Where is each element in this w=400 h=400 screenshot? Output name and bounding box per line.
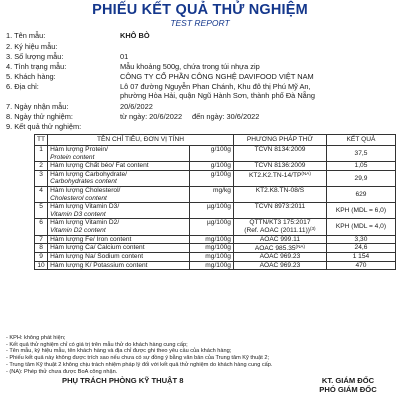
info-value-line2: phường Hòa Hải, quận Ngũ Hành Sơn, thành phố Đà Nẵng (120, 91, 316, 100)
info-sample-condition (6, 62, 260, 71)
item-name-en: Vitamin D2 content (50, 226, 106, 234)
notes-section (6, 335, 398, 375)
row-result: 3,30 (326, 235, 395, 244)
info-value: 01 (120, 52, 129, 61)
row-number: 4 (35, 186, 48, 202)
row-item-name (48, 170, 190, 186)
row-number: 9 (35, 253, 48, 262)
info-label: 4. Tình trạng mẫu: (6, 62, 67, 71)
row-item-name (48, 203, 190, 219)
item-name-en: Carbohydrates content (50, 178, 117, 186)
row-method (233, 253, 326, 262)
item-name-vi: Hàm lượng Vitamin D2/ (50, 219, 120, 227)
row-item-name (48, 253, 190, 262)
row-result: 29,9 (326, 170, 395, 186)
row-unit: µg/100g (190, 219, 234, 235)
info-received-date (6, 102, 153, 111)
item-name-vi: Hàm lượng K/ Potassium content (50, 261, 148, 269)
info-address (6, 82, 316, 100)
row-method (233, 261, 326, 270)
row-number: 8 (35, 244, 48, 253)
row-unit: g/100g (190, 162, 234, 171)
row-result: 24,6 (326, 244, 395, 253)
row-result: 1,05 (326, 162, 395, 171)
method-note-mark: (NA) (295, 244, 305, 250)
item-name-vi: Hàm lượng Ca/ Calcium content (50, 244, 145, 252)
header-result: KẾT QUẢ (326, 135, 395, 146)
row-method (233, 203, 326, 219)
row-result: KPH (MDL = 6,0) (326, 203, 395, 219)
method-text: TCVN 8134:2009 (254, 146, 306, 153)
method-text: TCVN 8973:2011 (254, 203, 306, 211)
item-name-vi: Hàm lượng Chất béo/ Fat content (50, 162, 149, 170)
table-row (35, 235, 396, 244)
row-unit: mg/100g (190, 253, 234, 262)
note-line: - KPH: không phát hiện; (6, 335, 66, 341)
row-item-name (48, 235, 190, 244)
header-no: TT (35, 135, 48, 146)
row-unit: mg/kg (190, 186, 234, 202)
method-text: AOAC 985.35 (254, 245, 296, 253)
info-label: 8. Ngày thử nghiệm: (6, 112, 73, 121)
info-label: 7. Ngày nhận mẫu: (6, 102, 69, 111)
row-number: 5 (35, 203, 48, 219)
info-sample-code (6, 42, 57, 51)
info-label: 3. Số lượng mẫu: (6, 52, 64, 61)
method-text: AOAC 969.23 (259, 253, 301, 261)
method-note-mark: (3) (309, 226, 316, 232)
method-text: TCVN 8136:2009 (254, 162, 306, 170)
info-test-date (6, 112, 260, 121)
row-item-name (48, 244, 190, 253)
signature-lab-head: PHỤ TRÁCH PHÒNG KỸ THUẬT 8 (62, 376, 184, 385)
row-method (233, 219, 326, 235)
table-row (35, 146, 396, 162)
info-label: 2. Ký hiệu mẫu: (6, 42, 58, 51)
row-item-name (48, 186, 190, 202)
info-value-to: đến ngày: 30/6/2022 (192, 112, 260, 121)
item-name-vi: Hàm lượng Carbohydrate/ (50, 170, 127, 178)
info-customer (6, 72, 314, 81)
note-line: - Kết quả thử nghiệm chỉ có giá trị trên mẫu thử do khách hàng cung cấp; (6, 341, 188, 348)
row-result: 470 (326, 261, 395, 270)
info-label: 9. Kết quả thử nghiệm: (6, 122, 82, 131)
table-row (35, 170, 396, 186)
method-text: AOAC 999.11 (259, 235, 301, 243)
table-row (35, 162, 396, 171)
row-unit: µg/100g (190, 203, 234, 219)
info-value: từ ngày: 20/6/2022 (120, 112, 183, 121)
row-number: 2 (35, 162, 48, 171)
row-method (233, 170, 326, 186)
report-title: PHIẾU KẾT QUẢ THỬ NGHIỆM (92, 2, 308, 18)
item-name-vi: Hàm lượng Protein/ (50, 146, 108, 153)
method-text: KT2.K2.TN-14/TP (249, 171, 302, 179)
info-value: KHÔ BÒ (120, 31, 150, 40)
info-sample-name (6, 31, 150, 40)
header-method: PHƯƠNG PHÁP THỬ (233, 135, 326, 146)
row-method (233, 235, 326, 244)
table-row (35, 186, 396, 202)
item-name-en: Cholesterol content (50, 194, 107, 202)
info-label: 1. Tên mẫu: (6, 31, 46, 40)
table-header-row (35, 135, 396, 146)
row-unit: g/100g (190, 146, 234, 162)
results-table (34, 134, 396, 270)
method-text: QTTN/KT3 175:2017 (249, 219, 311, 227)
signature-director-title: KT. GIÁM ĐỐC (321, 376, 375, 385)
row-item-name (48, 219, 190, 235)
item-name-vi: Hàm lượng Na/ Sodium content (50, 253, 144, 261)
row-number: 10 (35, 261, 48, 270)
row-method (233, 244, 326, 253)
info-sample-quantity (6, 52, 129, 61)
info-label: 5. Khách hàng: (6, 72, 56, 81)
table-row (35, 244, 396, 253)
table-row (35, 261, 396, 270)
signature-director-subtitle: PHÓ GIÁM ĐỐC (319, 385, 377, 394)
signature-director (300, 376, 396, 394)
row-unit: mg/100g (190, 235, 234, 244)
row-result: 629 (326, 186, 395, 202)
method-note-mark: (NA) (301, 170, 311, 176)
row-result: 37,5 (326, 146, 395, 162)
info-value: CÔNG TY CỔ PHẦN CÔNG NGHỆ DAVIFOOD VIỆT NAM (120, 72, 314, 81)
row-item-name (48, 162, 190, 171)
row-result: 1 154 (326, 253, 395, 262)
item-name-vi: Hàm lượng Vitamin D3/ (50, 203, 120, 211)
row-unit: mg/100g (190, 261, 234, 270)
row-item-name (48, 146, 190, 162)
header-item: TÊN CHỈ TIÊU, ĐƠN VỊ TÍNH (48, 135, 234, 146)
table-row (35, 253, 396, 262)
report-subtitle: TEST REPORT (170, 18, 230, 28)
results-table-body (35, 146, 396, 270)
row-unit: g/100g (190, 170, 234, 186)
item-name-vi: Hàm lượng Fe/ Iron content (50, 235, 132, 243)
item-name-en: Protein content (50, 153, 95, 161)
note-line: - (NA): Phép thử chưa được BoA công nhận. (6, 368, 118, 375)
info-value: Lô 07 đường Nguyễn Phan Chánh, Khu đô thị Phú Mỹ An, (120, 82, 311, 91)
row-number: 7 (35, 235, 48, 244)
table-row (35, 219, 396, 235)
info-test-results (6, 122, 81, 131)
note-line: - Phiếu kết quả này không được trích sao nếu chưa có sự đồng ý bằng văn bản của Trung tâm Kỹ thuật 2; (6, 355, 270, 362)
note-line: - Trung tâm Kỹ thuật 2 không chịu trách nhiệm pháp lý đối với kết quả thử nghiệm do khách hàng cung cấp. (6, 361, 273, 368)
row-number: 3 (35, 170, 48, 186)
method-text: AOAC 969.23 (259, 261, 301, 269)
note-line: - Tên mẫu, ký hiệu mẫu, tên khách hàng và địa chỉ được ghi theo yêu cầu của khách hàng; (6, 348, 232, 355)
info-value: Mẫu khoảng 500g, chứa trong túi nhựa zip (120, 62, 260, 71)
table-row (35, 203, 396, 219)
row-unit: mg/100g (190, 244, 234, 253)
row-method (233, 146, 326, 162)
row-item-name (48, 261, 190, 270)
item-name-en: Vitamin D3 content (50, 210, 106, 218)
row-method (233, 162, 326, 171)
row-number: 1 (35, 146, 48, 162)
item-name-vi: Hàm lượng Cholesterol/ (50, 186, 121, 194)
info-value: 20/6/2022 (120, 102, 153, 111)
method-reference: (Ref. AOAC (2011.11)) (244, 227, 310, 235)
row-number: 6 (35, 219, 48, 235)
row-result: KPH (MDL = 4,0) (326, 219, 395, 235)
info-label: 6. Địa chỉ: (6, 82, 39, 91)
row-method (233, 186, 326, 202)
method-text: KT2.K8.TN-08/S (255, 186, 305, 194)
